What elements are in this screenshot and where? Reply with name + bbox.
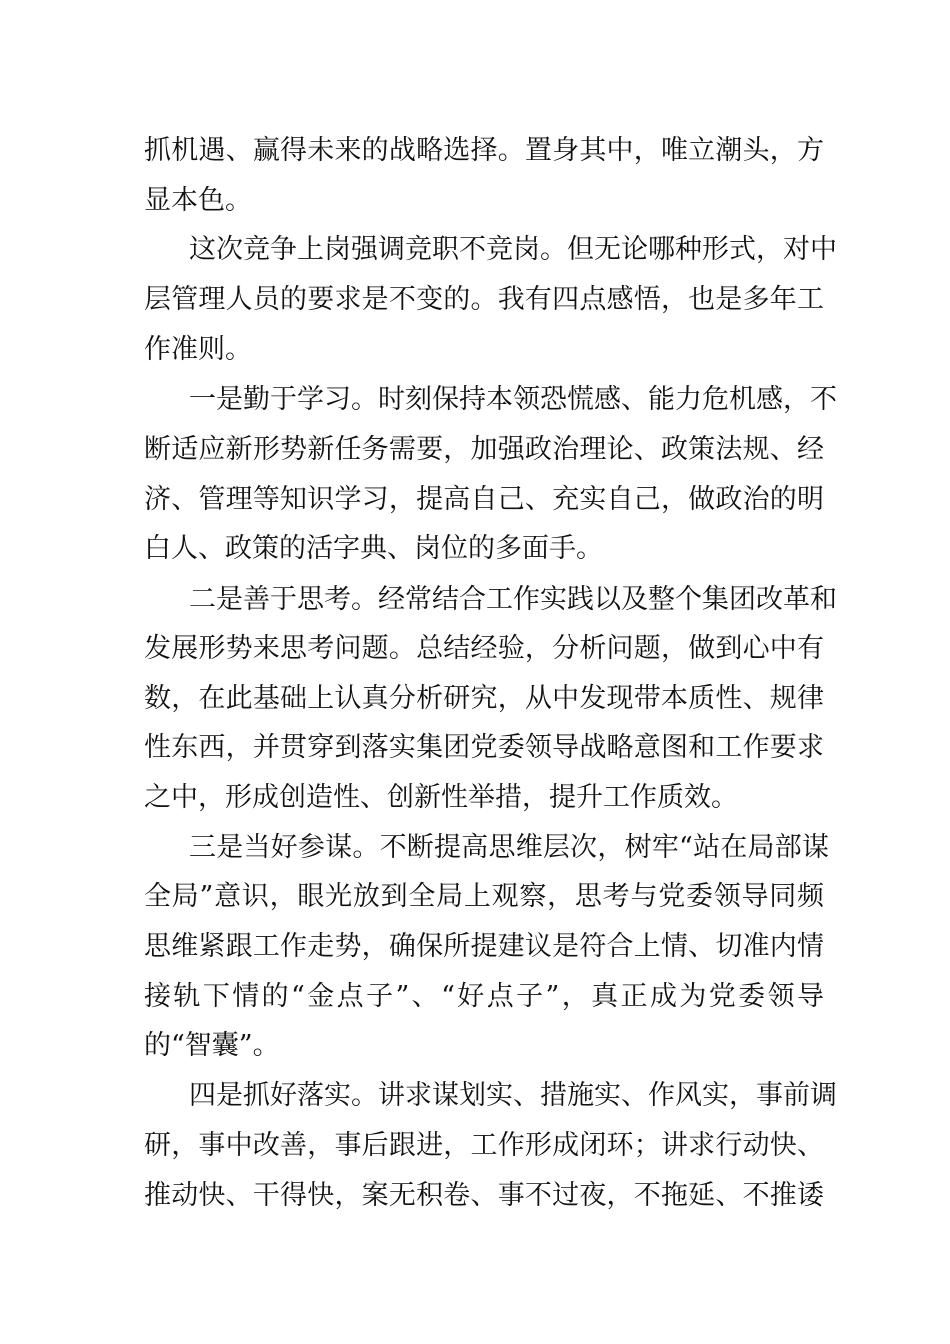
text-line: 之中，形成创造性、创新性举措，提升工作质效。 <box>144 782 738 813</box>
text-line: 作准则。 <box>144 334 252 365</box>
text-line: 白人、政策的活字典、岗位的多面手。 <box>144 533 603 564</box>
text-line: 断适应新形势新任务需要，加强政治理论、政策法规、经 <box>144 434 824 465</box>
text-line: 三是当好参谋。不断提高思维层次，树牢“站在局部谋 <box>189 832 829 863</box>
text-line: 济、管理等知识学习，提高自己、充实自己，做政治的明 <box>144 484 824 515</box>
text-line: 二是善于思考。经常结合工作实践以及整个集团改革和 <box>189 584 837 615</box>
text-line: 发展形势来思考问题。总结经验，分析问题，做到心中有 <box>144 633 824 664</box>
text-line: 一是勤于学习。时刻保持本领恐慌感、能力危机感，不 <box>189 384 837 415</box>
text-line: 这次竞争上岗强调竞职不竞岗。但无论哪种形式，对中 <box>189 234 837 265</box>
text-line: 全局”意识，眼光放到全局上观察，思考与党委领导同频 <box>144 881 824 912</box>
text-line: 四是抓好落实。讲求谋划实、措施实、作风实，事前调 <box>189 1080 837 1111</box>
text-line: 推动快、干得快，案无积卷、事不过夜，不拖延、不推诿 <box>144 1180 824 1211</box>
text-line: 思维紧跟工作走势，确保所提建议是符合上情、切准内情 <box>144 931 824 962</box>
text-line: 抓机遇、赢得未来的战略选择。置身其中，唯立潮头，方 <box>144 135 824 166</box>
text-line: 显本色。 <box>144 185 252 216</box>
text-line: 数，在此基础上认真分析研究，从中发现带本质性、规律 <box>144 683 824 714</box>
text-line: 接轨下情的“金点子”、“好点子”，真正成为党委领导 <box>144 981 824 1012</box>
text-line: 层管理人员的要求是不变的。我有四点感悟，也是多年工 <box>144 284 824 315</box>
text-line: 研，事中改善，事后跟进，工作形成闭环；讲求行动快、 <box>144 1130 824 1161</box>
text-line: 性东西，并贯穿到落实集团党委领导战略意图和工作要求 <box>144 732 824 763</box>
text-line: 的“智囊”。 <box>144 1030 280 1061</box>
